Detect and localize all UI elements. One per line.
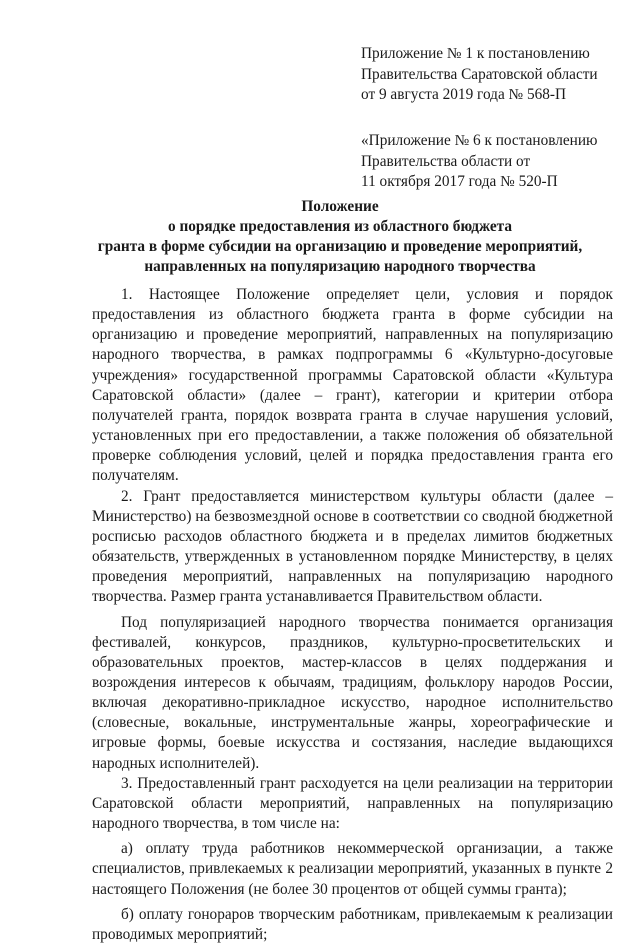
document-title xyxy=(60,197,620,277)
attachment-note-2-line: Правительства области от xyxy=(361,152,531,170)
document-title-line: гранта в форме субсидии на организацию и проведение мероприятий, xyxy=(97,238,583,255)
paragraph-1: 1. Настоящее Положение определяет цели, условия и порядок предоставления из областного бюджета гранта в форме субсидии на организацию и проведение мероприятий, направленных на популяризацию народного творчества, в рамках подпрограммы 6 «Культурно-досуговые учреждения» государственной программы Саратовской области «Культура Саратовской области» (далее – грант), категории и критерии отбора получателей гранта, порядок возврата гранта в случае нарушения условий, установленных при его предоставлении, а также положения об обязательной проверке соблюдения условий, целей и порядка предоставления гранта его получателям. xyxy=(92,286,613,485)
attachment-note-2-line: «Приложение № 6 к постановлению xyxy=(361,132,598,149)
document-title-line: направленных на популяризацию народного творчества xyxy=(144,258,536,275)
paragraph-folk-art-definition: Под популяризацией народного творчества понимается организация фестивалей, конкурсов, праздников, культурно-просветительских и образовательных проектов, мастер-классов в целях поддержания и возрождения интересов к обычаям, традициям, фольклору народов России, включая декоративно-прикладное искусство, народное исполнительство (словесные, вокальные, инструментальные жанры, хореографические и игровые формы, боевые искусства и состязания, наследие выдающихся народных исполнителей). xyxy=(92,613,613,772)
attachment-note-2-line: 11 октября 2017 года № 520-П xyxy=(361,173,558,190)
document-title-line: Положение xyxy=(301,198,379,215)
paragraph-2: 2. Грант предоставляется министерством культуры области (далее – Министерство) на безвозмездной основе в соответствии со сводной бюджетной росписью расходов областного бюджета и в пределах лимитов бюджетных обязательств, утвержденных в установленном порядке Министерству, в целях проведения мероприятий, направленных на популяризацию народного творчества. Размер гранта устанавливается Правительством области. xyxy=(92,487,613,606)
document-title-line: о порядке предоставления из областного бюджета xyxy=(167,218,513,235)
document-body xyxy=(92,285,613,945)
attachment-note-1-line: от 9 августа 2019 года № 568-П xyxy=(361,86,567,103)
attachment-note-1-line: Приложение № 1 к постановлению xyxy=(361,45,590,62)
attachment-note-1-line: Правительства Саратовской области xyxy=(361,65,598,83)
paragraph-3b: б) оплату гонораров творческим работникам, привлекаемым к реализации проводимых мероприятий; xyxy=(92,905,613,943)
paragraph-3: 3. Предоставленный грант расходуется на цели реализации на территории Саратовской области мероприятий, направленных на популяризацию народного творчества, в том числе на: xyxy=(92,774,613,833)
paragraph-3a: а) оплату труда работников некоммерческой организации, а также специалистов, привлекаемых к реализации мероприятий, указанных в пункте 2 настоящего Положения (не более 30 процентов от общей суммы гранта); xyxy=(92,840,613,898)
attachment-note-1 xyxy=(361,44,631,106)
attachment-note-2 xyxy=(361,131,631,193)
